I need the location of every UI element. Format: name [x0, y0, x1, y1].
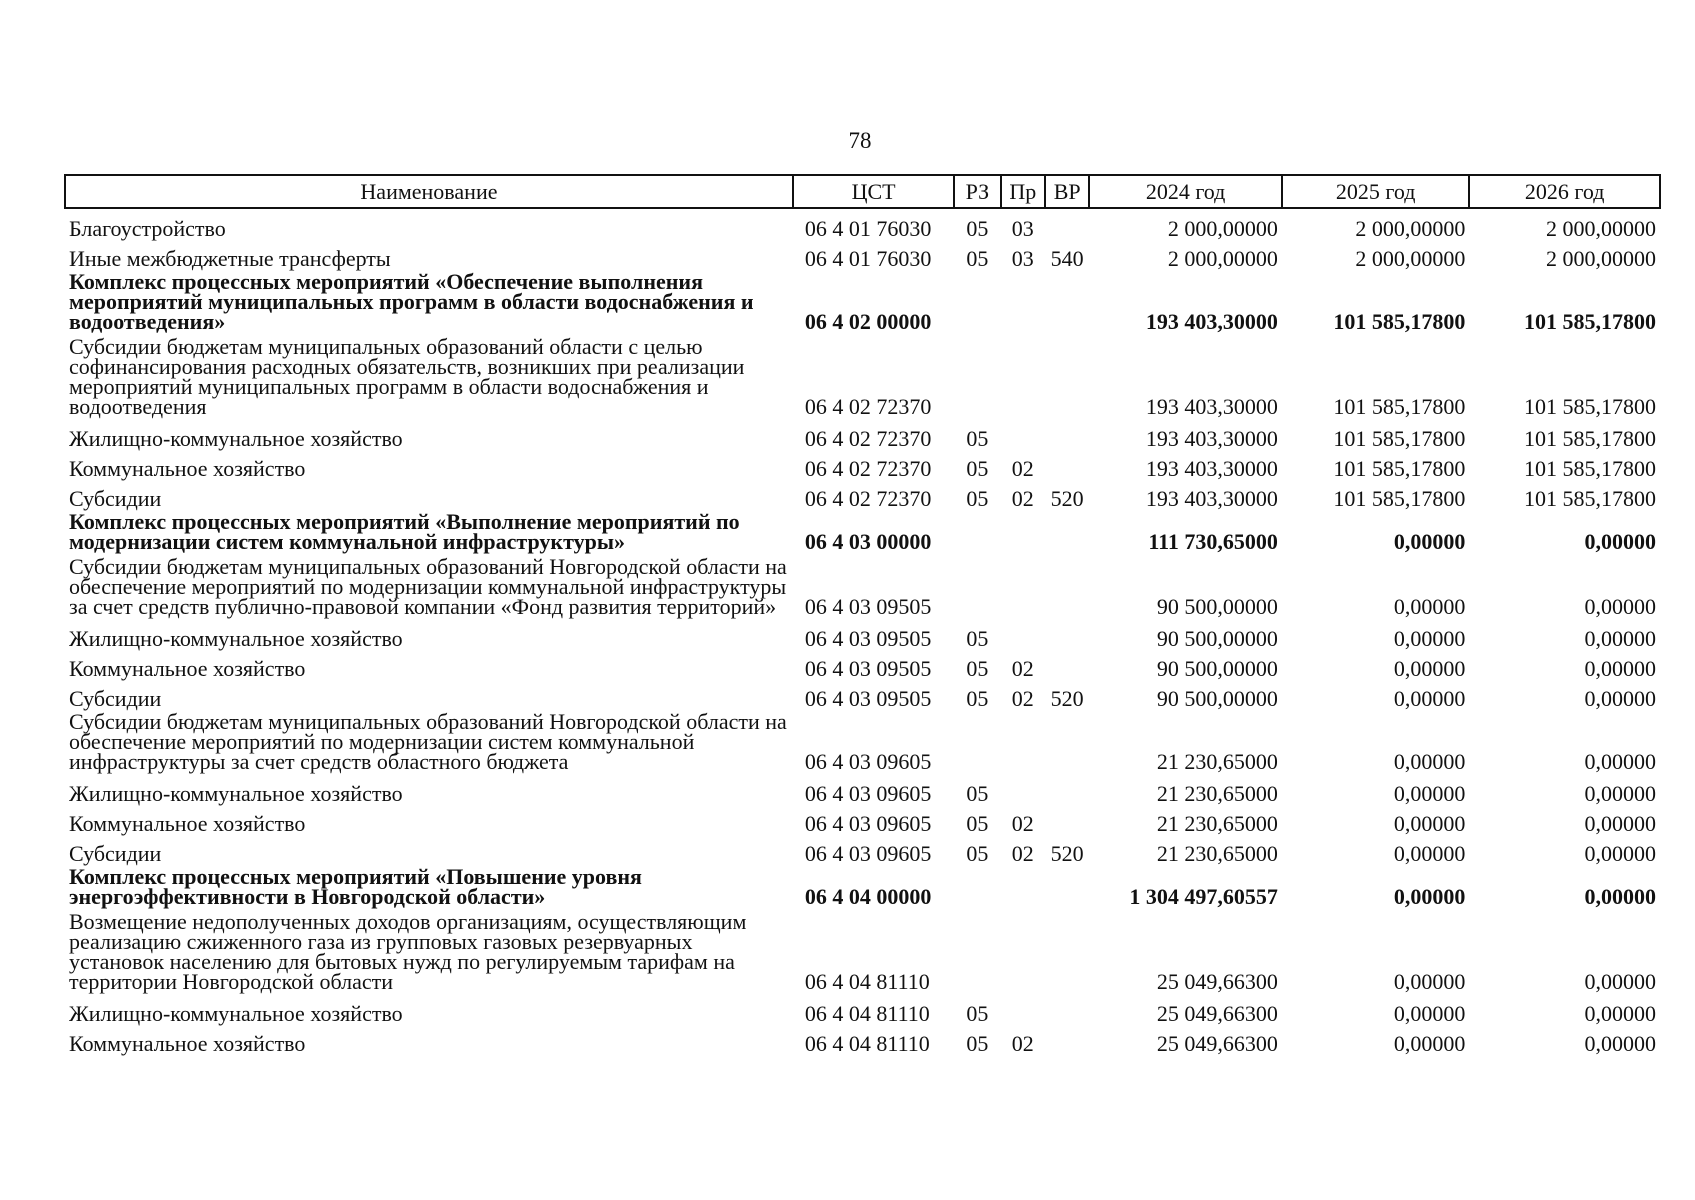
- cell-2025: 0,00000: [1393, 969, 1466, 994]
- cell-pr: [1001, 864, 1045, 909]
- cell-cst: 06 4 02 72370: [804, 456, 932, 481]
- cell-vr: [1045, 1024, 1089, 1054]
- cell-vr: [1045, 419, 1089, 449]
- cell-2026: 101 585,17800: [1524, 394, 1656, 419]
- cell-vr: [1045, 509, 1089, 554]
- cell-name: Субсидии: [69, 686, 162, 711]
- cell-pr: [1001, 619, 1045, 649]
- cell-2024: 90 500,00000: [1156, 594, 1278, 619]
- cell-vr: [1045, 269, 1089, 334]
- cell-name: Коммунальное хозяйство: [69, 811, 306, 836]
- cell-rz: 05: [966, 1001, 989, 1026]
- table-row: [65, 269, 1660, 334]
- cell-rz: [954, 334, 1000, 419]
- table-header-row: [65, 175, 1660, 208]
- cell-cst: 06 4 04 81110: [804, 969, 930, 994]
- cell-2024: 90 500,00000: [1156, 626, 1278, 651]
- cell-rz: 05: [966, 841, 989, 866]
- table-row: [65, 509, 1660, 554]
- table-row: [65, 619, 1660, 649]
- cell-2024: 90 500,00000: [1156, 656, 1278, 681]
- cell-pr: [1001, 709, 1045, 774]
- table-row: [65, 864, 1660, 909]
- budget-table: [64, 174, 1661, 1054]
- cell-pr: [1001, 554, 1045, 619]
- cell-2026: 0,00000: [1584, 1031, 1656, 1056]
- cell-2024: 21 230,65000: [1156, 749, 1278, 774]
- cell-vr: [1045, 208, 1089, 239]
- cell-2026: 0,00000: [1584, 841, 1656, 866]
- cell-vr: [1045, 619, 1089, 649]
- cell-cst: 06 4 03 09605: [804, 749, 932, 774]
- header-rz: РЗ: [954, 175, 1000, 208]
- cell-pr: 02: [1011, 456, 1034, 481]
- cell-2025: 0,00000: [1393, 1001, 1466, 1026]
- cell-2026: 0,00000: [1584, 626, 1656, 651]
- cell-2026: 0,00000: [1584, 686, 1656, 711]
- cell-rz: 05: [966, 426, 989, 451]
- cell-2025: 0,00000: [1393, 656, 1466, 681]
- cell-cst: 06 4 03 09505: [804, 626, 932, 651]
- cell-cst: 06 4 03 09605: [804, 811, 932, 836]
- cell-cst: 06 4 01 76030: [804, 246, 932, 271]
- cell-vr: [1045, 909, 1089, 994]
- cell-2024: 2 000,00000: [1167, 216, 1278, 241]
- cell-2025: 2 000,00000: [1355, 246, 1466, 271]
- cell-2026: 0,00000: [1584, 969, 1656, 994]
- cell-rz: [954, 864, 1000, 909]
- cell-rz: 05: [966, 626, 989, 651]
- cell-pr: 03: [1011, 246, 1034, 271]
- cell-name: Коммунальное хозяйство: [69, 656, 306, 681]
- table-row: [65, 239, 1660, 269]
- cell-vr: [1045, 449, 1089, 479]
- cell-cst: 06 4 03 09605: [804, 781, 932, 806]
- table-row: [65, 774, 1660, 804]
- cell-cst: 06 4 03 09505: [804, 656, 932, 681]
- cell-rz: [954, 509, 1000, 554]
- cell-2024: 25 049,66300: [1156, 1031, 1278, 1056]
- cell-2025: 101 585,17800: [1333, 394, 1466, 419]
- cell-name: Коммунальное хозяйство: [69, 1031, 306, 1056]
- cell-2025: 0,00000: [1393, 749, 1466, 774]
- cell-2024: 193 403,30000: [1145, 456, 1278, 481]
- cell-2026: 0,00000: [1584, 594, 1656, 619]
- cell-name: Жилищно-коммунальное хозяйство: [69, 426, 403, 451]
- cell-cst: 06 4 03 09505: [804, 686, 932, 711]
- cell-rz: [954, 709, 1000, 774]
- table-row: [65, 909, 1660, 994]
- cell-2026: 101 585,17800: [1524, 486, 1656, 511]
- cell-rz: 05: [966, 811, 989, 836]
- table-row: [65, 1024, 1660, 1054]
- cell-2025: 0,00000: [1393, 594, 1466, 619]
- table-row: [65, 449, 1660, 479]
- cell-name: Субсидии бюджетам муниципальных образований области с целью софинансирования расходных обязательств, возникших при реализации мероприятий муниципальных программ в области водоснабжения и водоотведения: [69, 334, 745, 419]
- table-row: [65, 419, 1660, 449]
- cell-vr: [1045, 334, 1089, 419]
- page-number: 78: [848, 128, 872, 153]
- cell-pr: [1001, 994, 1045, 1024]
- cell-name: Субсидии: [69, 486, 162, 511]
- cell-2025: 0,00000: [1393, 529, 1466, 554]
- cell-name: Жилищно-коммунальное хозяйство: [69, 781, 403, 806]
- cell-2026: 0,00000: [1584, 884, 1656, 909]
- cell-2025: 0,00000: [1393, 1031, 1466, 1056]
- cell-2025: 2 000,00000: [1355, 216, 1466, 241]
- cell-2024: 111 730,65000: [1148, 529, 1278, 554]
- cell-2026: 0,00000: [1584, 529, 1656, 554]
- cell-pr: [1001, 909, 1045, 994]
- cell-vr: 520: [1050, 486, 1084, 511]
- cell-2024: 25 049,66300: [1156, 1001, 1278, 1026]
- table-row: [65, 334, 1660, 419]
- cell-rz: 05: [966, 1031, 989, 1056]
- cell-2025: 101 585,17800: [1333, 309, 1466, 334]
- cell-cst: 06 4 02 00000: [804, 309, 932, 334]
- cell-2024: 25 049,66300: [1156, 969, 1278, 994]
- header-vr: ВР: [1045, 175, 1089, 208]
- cell-cst: 06 4 02 72370: [804, 426, 932, 451]
- cell-pr: [1001, 269, 1045, 334]
- cell-rz: 05: [966, 486, 989, 511]
- cell-pr: 02: [1011, 841, 1034, 866]
- cell-vr: [1045, 649, 1089, 679]
- table-row: [65, 834, 1660, 864]
- cell-rz: [954, 554, 1000, 619]
- cell-cst: 06 4 03 00000: [804, 529, 932, 554]
- cell-name: Благоустройство: [69, 216, 226, 241]
- header-2026: 2026 год: [1469, 175, 1660, 208]
- cell-cst: 06 4 03 09605: [804, 841, 932, 866]
- cell-name: Субсидии бюджетам муниципальных образований Новгородской области на обеспечение мероприятий по модернизации систем коммунальной инфраструктуры за счет средств областного бюджета: [69, 709, 787, 774]
- cell-2025: 0,00000: [1393, 686, 1466, 711]
- cell-rz: 05: [966, 686, 989, 711]
- header-name: Наименование: [65, 175, 793, 208]
- cell-name: Комплекс процессных мероприятий «Выполнение мероприятий по модернизации систем коммунальной инфраструктуры»: [69, 509, 740, 554]
- cell-2026: 101 585,17800: [1524, 309, 1656, 334]
- table-row: [65, 479, 1660, 509]
- cell-2025: 101 585,17800: [1333, 426, 1466, 451]
- table-row: [65, 679, 1660, 709]
- table-row: [65, 208, 1660, 239]
- cell-2024: 21 230,65000: [1156, 841, 1278, 866]
- table-row: [65, 554, 1660, 619]
- cell-2024: 193 403,30000: [1145, 394, 1278, 419]
- cell-cst: 06 4 04 81110: [804, 1031, 930, 1056]
- cell-2026: 0,00000: [1584, 749, 1656, 774]
- cell-pr: 02: [1011, 656, 1034, 681]
- header-cst: ЦСТ: [793, 175, 954, 208]
- cell-name: Жилищно-коммунальное хозяйство: [69, 626, 403, 651]
- cell-pr: 02: [1011, 811, 1034, 836]
- cell-2026: 0,00000: [1584, 781, 1656, 806]
- cell-name: Иные межбюджетные трансферты: [69, 246, 391, 271]
- cell-pr: [1001, 509, 1045, 554]
- cell-2026: 2 000,00000: [1546, 246, 1656, 271]
- cell-2025: 0,00000: [1393, 626, 1466, 651]
- cell-rz: 05: [966, 246, 989, 271]
- cell-rz: 05: [966, 216, 989, 241]
- cell-vr: [1045, 774, 1089, 804]
- header-2025: 2025 год: [1282, 175, 1470, 208]
- cell-name: Комплекс процессных мероприятий «Повышение уровня энергоэффективности в Новгородской области»: [69, 864, 642, 909]
- cell-name: Жилищно-коммунальное хозяйство: [69, 1001, 403, 1026]
- table-row: [65, 994, 1660, 1024]
- cell-cst: 06 4 04 00000: [804, 884, 932, 909]
- cell-rz: 05: [966, 656, 989, 681]
- table-row: [65, 709, 1660, 774]
- table-body: [65, 208, 1660, 1054]
- cell-2025: 0,00000: [1393, 884, 1466, 909]
- cell-pr: 03: [1011, 216, 1034, 241]
- cell-vr: [1045, 804, 1089, 834]
- cell-cst: 06 4 01 76030: [804, 216, 932, 241]
- cell-name: Возмещение недополученных доходов организациям, осуществляющим реализацию сжиженного газа из групповых газовых резервуарных установок населению для бытовых нужд по регулируемым тарифам на территории Новгородской области: [69, 909, 747, 994]
- cell-2025: 101 585,17800: [1333, 486, 1466, 511]
- cell-vr: 540: [1050, 246, 1084, 271]
- cell-2025: 0,00000: [1393, 811, 1466, 836]
- cell-2025: 0,00000: [1393, 781, 1466, 806]
- cell-pr: [1001, 419, 1045, 449]
- cell-pr: 02: [1011, 486, 1034, 511]
- cell-vr: [1045, 554, 1089, 619]
- cell-2024: 193 403,30000: [1145, 486, 1278, 511]
- cell-2025: 101 585,17800: [1333, 456, 1466, 481]
- cell-2024: 90 500,00000: [1156, 686, 1278, 711]
- cell-rz: [954, 269, 1000, 334]
- cell-cst: 06 4 03 09505: [804, 594, 932, 619]
- header-pr: Пр: [1001, 175, 1045, 208]
- cell-pr: [1001, 774, 1045, 804]
- cell-rz: [954, 909, 1000, 994]
- cell-vr: [1045, 864, 1089, 909]
- header-2024: 2024 год: [1089, 175, 1282, 208]
- cell-vr: [1045, 994, 1089, 1024]
- cell-vr: 520: [1050, 841, 1084, 866]
- cell-pr: 02: [1011, 686, 1034, 711]
- cell-2026: 101 585,17800: [1524, 426, 1656, 451]
- cell-name: Коммунальное хозяйство: [69, 456, 306, 481]
- table-row: [65, 649, 1660, 679]
- table-row: [65, 804, 1660, 834]
- cell-2024: 21 230,65000: [1156, 811, 1278, 836]
- cell-2024: 193 403,30000: [1145, 309, 1278, 334]
- cell-2026: 2 000,00000: [1546, 216, 1656, 241]
- cell-name: Комплекс процессных мероприятий «Обеспечение выполнения мероприятий муниципальных программ в области водоснабжения и водоотведения»: [69, 269, 754, 334]
- cell-vr: 520: [1050, 686, 1084, 711]
- cell-2026: 0,00000: [1584, 811, 1656, 836]
- cell-rz: 05: [966, 781, 989, 806]
- cell-pr: [1001, 334, 1045, 419]
- cell-cst: 06 4 02 72370: [804, 394, 932, 419]
- cell-vr: [1045, 709, 1089, 774]
- cell-cst: 06 4 02 72370: [804, 486, 932, 511]
- cell-2024: 193 403,30000: [1145, 426, 1278, 451]
- cell-rz: 05: [966, 456, 989, 481]
- cell-pr: 02: [1011, 1031, 1034, 1056]
- cell-2025: 0,00000: [1393, 841, 1466, 866]
- cell-2026: 101 585,17800: [1524, 456, 1656, 481]
- cell-name: Субсидии бюджетам муниципальных образований Новгородской области на обеспечение мероприятий по модернизации коммунальной инфраструктуры за счет средств публично-правовой компании «Фонд развития территорий»: [69, 554, 787, 619]
- cell-2024: 2 000,00000: [1167, 246, 1278, 271]
- cell-cst: 06 4 04 81110: [804, 1001, 930, 1026]
- cell-2024: 1 304 497,60557: [1129, 884, 1278, 909]
- cell-2026: 0,00000: [1584, 656, 1656, 681]
- cell-2026: 0,00000: [1584, 1001, 1656, 1026]
- cell-name: Субсидии: [69, 841, 162, 866]
- cell-2024: 21 230,65000: [1156, 781, 1278, 806]
